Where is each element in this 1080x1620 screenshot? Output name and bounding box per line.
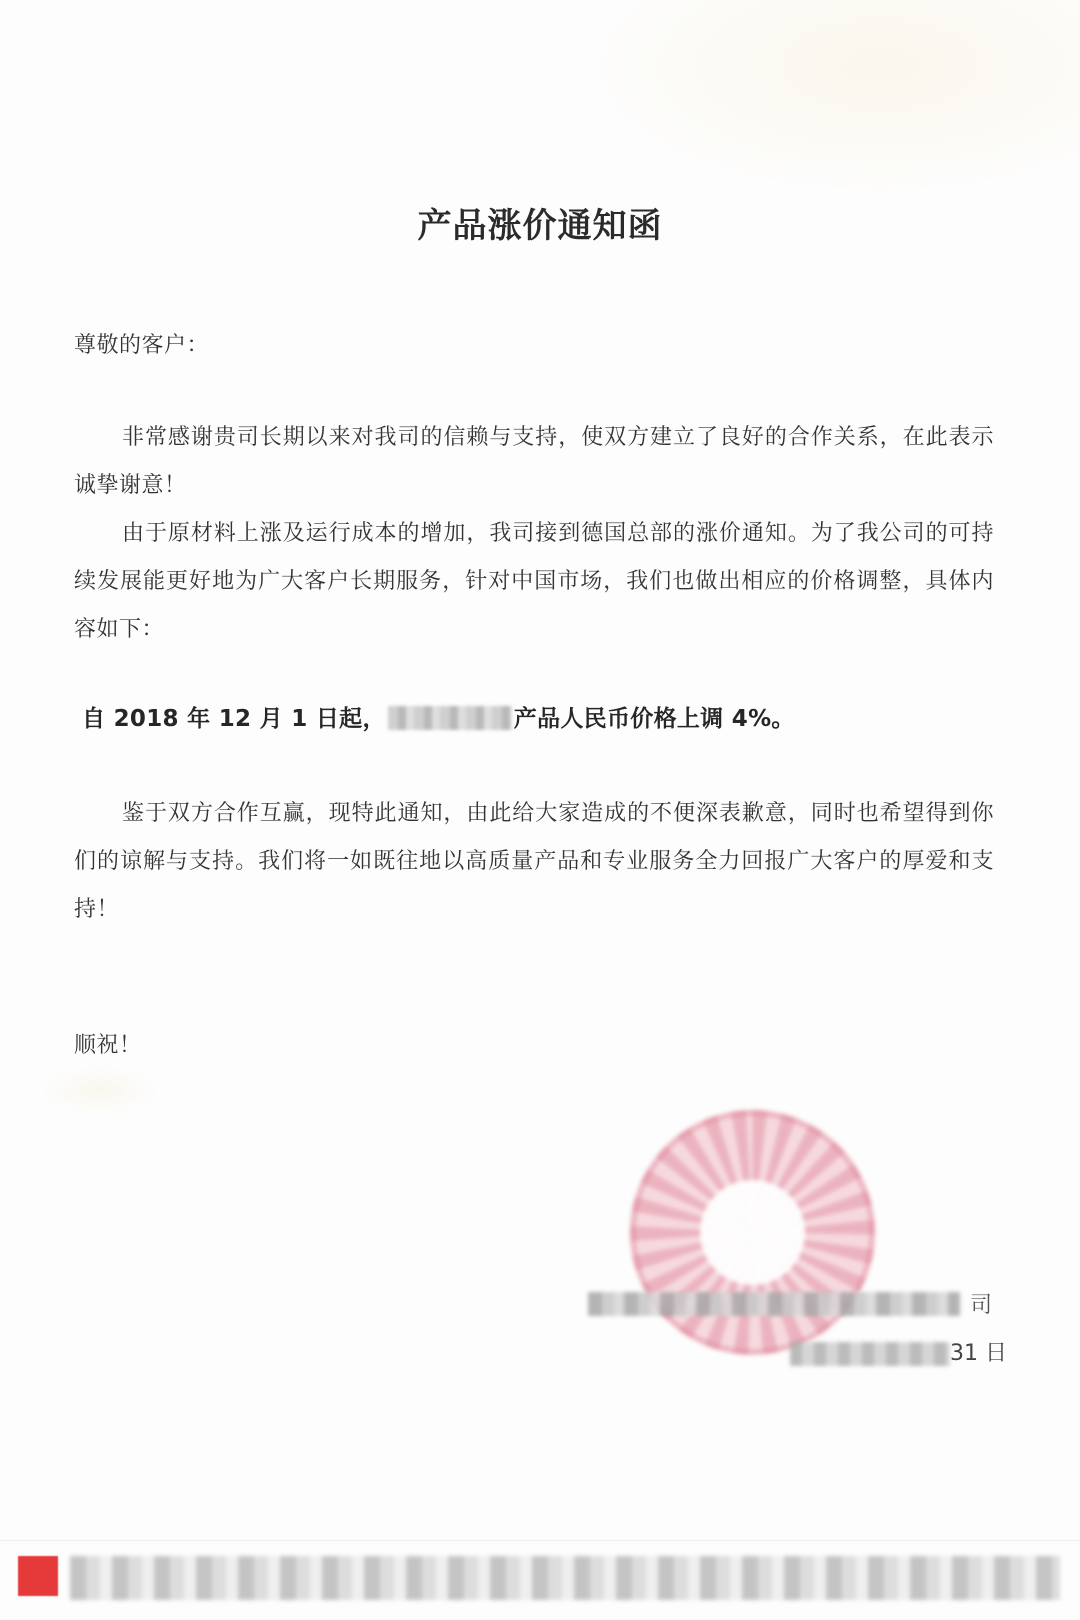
footer-logo-icon: [18, 1556, 58, 1596]
paragraph-thanks: 非常感谢贵司长期以来对我司的信赖与支持，使双方建立了良好的合作关系，在此表示诚挚谢意！: [74, 425, 994, 498]
paper-stain: [40, 1065, 160, 1115]
redacted-brand: [388, 706, 512, 730]
page-title: 产品涨价通知函: [417, 206, 663, 246]
statement-detail: 产品人民币价格上调 4%。: [513, 706, 795, 732]
price-increase-statement: [82, 700, 795, 733]
redacted-date: [790, 1342, 950, 1366]
redacted-company-name: [588, 1292, 960, 1316]
statement-date: 自 2018 年 12 月 1 日起，: [82, 706, 386, 732]
signature-date: 31 日: [950, 1341, 1007, 1366]
company-name-suffix: 司: [970, 1293, 993, 1318]
paragraph-apology: 鉴于双方合作互赢，现特此通知，由此给大家造成的不便深表歉意，同时也希望得到你们的谅解与支持。我们将一如既往地以高质量产品和专业服务全力回报广大客户的厚爱和支持！: [74, 801, 994, 922]
paper-stain: [600, 0, 1080, 190]
closing-salutation: 顺祝！: [74, 1033, 142, 1058]
company-seal-stamp: [630, 1110, 875, 1355]
redacted-footer-info: [70, 1556, 1060, 1600]
paragraph-reason: 由于原材料上涨及运行成本的增加，我司接到德国总部的涨价通知。为了我公司的可持续发展能更好地为广大客户长期服务，针对中国市场，我们也做出相应的价格调整，具体内容如下：: [74, 521, 994, 642]
footer-divider: [0, 1540, 1080, 1541]
salutation: 尊敬的客户：: [74, 333, 210, 358]
